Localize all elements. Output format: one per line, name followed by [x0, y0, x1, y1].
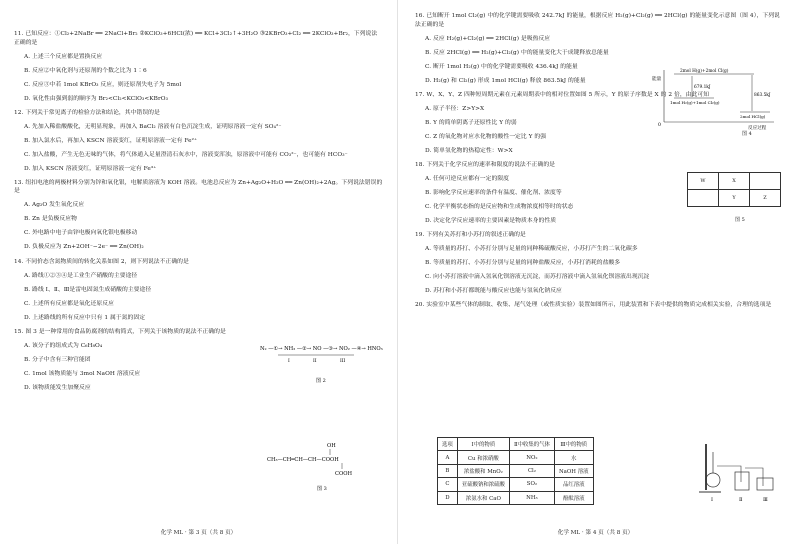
table-body — [438, 451, 594, 505]
table-cell: C — [438, 478, 458, 491]
answer-option: A. 等质量的苏打、小苏打分别与足量的同种稀硫酸反应，小苏打产生的二氧化碳多 — [425, 245, 638, 252]
answer-option: D. 负极反应为 Zn+2OH⁻−2e⁻ ══ Zn(OH)₂ — [24, 244, 144, 251]
figure-5-cell: X — [719, 173, 750, 190]
question-number: 20. — [415, 302, 425, 309]
question-stem — [14, 179, 383, 196]
answer-option: B. 分子中含有三种官能团 — [24, 356, 91, 363]
answer-option: A. 反应 H₂(g)+Cl₂(g) ══ 2HCl(g) 是吸热反应 — [425, 35, 551, 42]
question-20 — [415, 301, 780, 310]
question-14 — [14, 258, 383, 323]
answer-option: B. Y 的简单阴离子还原性比 Y 的弱 — [425, 119, 517, 126]
table-header-row — [438, 438, 594, 451]
table-cell: 亚硫酸钠和浓硫酸 — [457, 478, 509, 491]
figure-3-oh: OH — [327, 443, 336, 449]
figure-2-nitrogen-chain — [258, 338, 388, 386]
table-cell: B — [438, 464, 458, 477]
apparatus-tube — [717, 466, 763, 486]
figure-4-energy-1: 679.1kJ — [694, 85, 711, 90]
right-question-list — [415, 12, 780, 310]
answer-option: A. 任何可逆反应都有一定的限度 — [425, 175, 510, 182]
answer-option: A. 先加入稀盐酸酸化，无明显现象，再加入 BaCl₂ 溶液有白色沉淀生成，证明原溶液一定有 SO₄²⁻ — [24, 123, 282, 130]
answer-option: C. 加入盐酸，产生无色无味的气体，将气体通入足量澄清石灰水中，溶液变浑浊，原溶液中可能有 CO₃²⁻，也可能有 HCO₃⁻ — [24, 151, 348, 158]
apparatus-bottle-2 — [735, 472, 749, 490]
answer-option: A. 原子半径：Z>Y>X — [425, 105, 485, 112]
question-stem — [415, 231, 780, 240]
answer-option: D. 上述路线的所有反应中只有 1 属于氮的固定 — [24, 314, 146, 321]
question-stem — [415, 161, 780, 170]
answer-option: C. 向小苏打溶液中滴入氢氧化钡溶液无沉淀，而苏打溶液中滴入氢氧化钡溶液出现沉淀 — [425, 273, 650, 280]
figure-2-label-I: I — [288, 359, 290, 364]
figure-2-label-III: III — [340, 359, 346, 364]
apparatus-label-1: Ⅰ — [711, 497, 713, 503]
answer-option: B. 路线 Ⅰ、Ⅱ、Ⅲ是雷电固氮生成硝酸的主要途径 — [24, 286, 152, 293]
table-cell: D — [438, 491, 458, 504]
figure-3-cooh: COOH — [335, 471, 352, 477]
table-cell: Cu 和浓硝酸 — [457, 451, 509, 464]
question-number: 14. — [14, 258, 24, 265]
figure-5-periodic-grid — [687, 172, 781, 207]
figure-4-x-label: 反应过程 — [748, 126, 767, 131]
question-stem — [14, 328, 383, 337]
question-number: 16. — [415, 13, 425, 19]
question-number: 19. — [415, 231, 425, 238]
question-stem — [415, 301, 780, 310]
table-cell: Cl₂ — [509, 464, 554, 477]
figure-3-formula: CH₃—CH═CH—CH—COOH — [267, 457, 339, 463]
answer-option: D. 该物质能发生加聚反应 — [24, 384, 91, 391]
answer-option: C. 外电路中电子由锌电极向氧化银电极移动 — [24, 230, 138, 237]
table-cell: 品红溶液 — [554, 478, 593, 491]
question-number: 18. — [415, 161, 425, 168]
answer-option: A. 该分子的组成式为 C₆H₈O₄ — [24, 342, 103, 349]
answer-option: D. 苏打和小苏打都既能与酸反应也能与氢氧化钠反应 — [425, 287, 562, 294]
answer-option: B. 加入氯水后，再加入 KSCN 溶液变红，证明原溶液一定有 Fe²⁺ — [24, 137, 198, 144]
answer-option: C. 化学平衡状态指的是反应物和生成物浓度相等时的状态 — [425, 203, 574, 210]
figure-2-caption: 图 2 — [316, 378, 326, 384]
figure-5-caption: 图 5 — [735, 217, 745, 223]
answer-option: D. 简单氢化物的热稳定性：W>X — [425, 147, 513, 154]
q20-reagent-table — [437, 437, 594, 505]
question-text: 纽扣电池的两极材料分别为锌和氧化银，电解质溶液为 KOH 溶液。电池总反应为 Zn+Ag₂O+H₂O ══ Zn(OH)₂+2Ag。下列说法错误的是 — [14, 179, 383, 195]
table-row — [438, 478, 594, 491]
figure-5-cell — [750, 173, 781, 190]
table-cell: A — [438, 451, 458, 464]
q20-table-wrap — [437, 434, 594, 505]
question-text: 下列有关苏打和小苏打的叙述正确的是 — [426, 231, 526, 238]
right-page-footer: 化学 ML · 第 4 页（共 8 页） — [557, 530, 634, 536]
question-11 — [14, 30, 383, 103]
table-cell: NH₃ — [509, 491, 554, 504]
figure-4-top-label: 2mol H(g)+2mol Cl(g) — [680, 69, 729, 74]
figure-3-caption: 图 3 — [317, 486, 327, 492]
figure-4-origin: 0 — [658, 123, 661, 128]
figure-5-cell — [688, 190, 719, 207]
question-number: 17. — [415, 91, 425, 98]
answer-option: B. 反应 2HCl(g) ══ H₂(g)+Cl₂(g) 中的能量变化大于成键释放总能量 — [425, 49, 609, 56]
table-row — [438, 491, 594, 504]
apparatus-label-3: Ⅲ — [763, 497, 768, 503]
table-row — [438, 464, 594, 477]
question-stem — [14, 30, 383, 47]
table-cell: SO₂ — [509, 478, 554, 491]
figure-2-label-II: II — [313, 359, 317, 364]
figure-4-caption: 图 4 — [742, 131, 752, 137]
apparatus-flask — [706, 473, 720, 487]
answer-option: D. 氧化性由强到弱的顺序为 Br₂<Cl₂<KClO₃<KBrO₃ — [24, 95, 168, 102]
table-cell: 酚酞溶液 — [554, 491, 593, 504]
figure-3-structure — [265, 440, 385, 496]
question-text: 图 3 是一种常用的食品防腐剂的结构简式，下列关于该物质的说法不正确的是 — [25, 328, 226, 335]
question-12 — [14, 109, 383, 174]
question-text: 不同价态含氮物质间的转化关系如图 2，则下列说法不正确的是 — [25, 258, 189, 265]
question-number: 13. — [14, 179, 24, 186]
table-cell: NaOH 溶液 — [554, 464, 593, 477]
answer-option: A. Ag₂O 发生氧化反应 — [24, 202, 85, 209]
question-stem — [14, 109, 383, 118]
right-page — [397, 0, 794, 544]
left-page-footer: 化学 ML · 第 3 页（共 8 页） — [160, 530, 237, 536]
figure-4-y-label: 能量 — [652, 77, 662, 82]
answer-option: D. 加入 KSCN 溶液变红，证明原溶液一定有 Fe³⁺ — [24, 165, 157, 172]
answer-option: B. Zn 是负极反应物 — [24, 216, 77, 223]
table-header-cell: 选项 — [438, 438, 458, 451]
apparatus-diagram — [697, 438, 781, 504]
answer-option: B. 反应②中氧化剂与还原剂的个数之比为 1∶6 — [24, 67, 147, 74]
answer-option: D. H₂(g) 和 Cl₂(g) 形成 1mol HCl(g) 释放 863.5kJ 的能量 — [425, 77, 586, 84]
table-cell: 浓盐酸和 MnO₂ — [457, 464, 509, 477]
table-header-cell: Ⅰ中的物质 — [457, 438, 509, 451]
table-cell: 水 — [554, 451, 593, 464]
figure-4-low-label: 2mol HCl(g) — [740, 114, 766, 119]
figure-5-cell: Z — [750, 190, 781, 207]
table-cell: 浓氨水和 CaO — [457, 491, 509, 504]
question-number: 12. — [14, 109, 24, 116]
figure-4-energy-diagram — [652, 66, 780, 134]
answer-option: D. 决定化学反应速率的主要因素是物质本身的性质 — [425, 217, 557, 224]
table-header-cell: Ⅱ中收集的气体 — [509, 438, 554, 451]
table-header-cell: Ⅲ中的物质 — [554, 438, 593, 451]
apparatus-label-2: Ⅱ — [739, 497, 743, 503]
figure-4-energy-2: 863.5kJ — [754, 93, 771, 98]
question-text: W、X、Y、Z 四种短周期元素在元素周期表中的相对位置如图 5 所示，Y 的原子序数是 X 的 2 倍，由此可知 — [426, 91, 710, 98]
answer-option: C. 1mol 该物质能与 3mol NaOH 溶液反应 — [24, 370, 141, 377]
answer-option: C. 断开 1mol H₂(g) 中的化学键需要吸收 436.4kJ 的能量 — [425, 63, 578, 70]
answer-option: C. 上述所有反应都是氧化还原反应 — [24, 300, 114, 307]
answer-option: B. 影响化学反应速率的条件有温度、催化剂、浓度等 — [425, 189, 562, 196]
figure-4-mid-label: 1mol H₂(g)+1mol Cl₂(g) — [670, 100, 720, 105]
question-number: 11. — [14, 31, 24, 37]
table-row — [438, 451, 594, 464]
question-stem — [14, 258, 383, 267]
figure-5-cell: Y — [719, 190, 750, 207]
question-text: 下列关于化学反应的速率和限度的说法不正确的是 — [426, 161, 556, 168]
question-text: 实验室中某些气体的制取、收集、尾气处理（或性质实验）装置如图所示，用此装置和下表中提供的物质完成相关实验，合理的选项是 — [426, 302, 772, 309]
question-number: 15. — [14, 328, 24, 335]
figure-5-cell: W — [688, 173, 719, 190]
question-19 — [415, 231, 780, 296]
question-13 — [14, 179, 383, 252]
question-text: 已知反应：①Cl₂+2NaBr ══ 2NaCl+Br₂ ②KClO₃+6HCl(浓) ══ KCl+3Cl₂↑+3H₂O ③2KBrO₃+Cl₂ ══ 2KClO₃+Br₂，下列说法正确的是 — [14, 31, 378, 46]
answer-option: C. Z 的氧化物对应水化物的酸性一定比 Y 的强 — [425, 133, 547, 140]
answer-option: B. 等质量的苏打、小苏打分别与足量的同种盐酸反应，小苏打消耗的盐酸多 — [425, 259, 621, 266]
answer-option: A. 上述三个反应都是置换反应 — [24, 53, 103, 60]
apparatus-beaker-3 — [757, 478, 773, 490]
question-text: 已知断开 1mol Cl₂(g) 中的化学键需要吸收 242.7kJ 的能量，根据反应 H₂(g)+Cl₂(g) ══ 2HCl(g) 的能量变化示意图（图 4），下列说法正确的是 — [415, 13, 780, 28]
answer-option: A. 路线①②③④是工业生产硝酸的主要途径 — [24, 272, 138, 279]
question-text: 下列关于常见离子的检验方法和结论，其中错误的是 — [25, 109, 160, 116]
question-stem — [415, 12, 780, 29]
table-cell: NO₂ — [509, 451, 554, 464]
answer-option: C. 反应③中若 1mol KBrO₃ 反应，则还原剂失电子为 5mol — [24, 81, 182, 88]
figure-2-chain: N₂ —①→ NH₃ —②→ NO —③→ NO₂ —④→ HNO₃ — [260, 346, 383, 352]
